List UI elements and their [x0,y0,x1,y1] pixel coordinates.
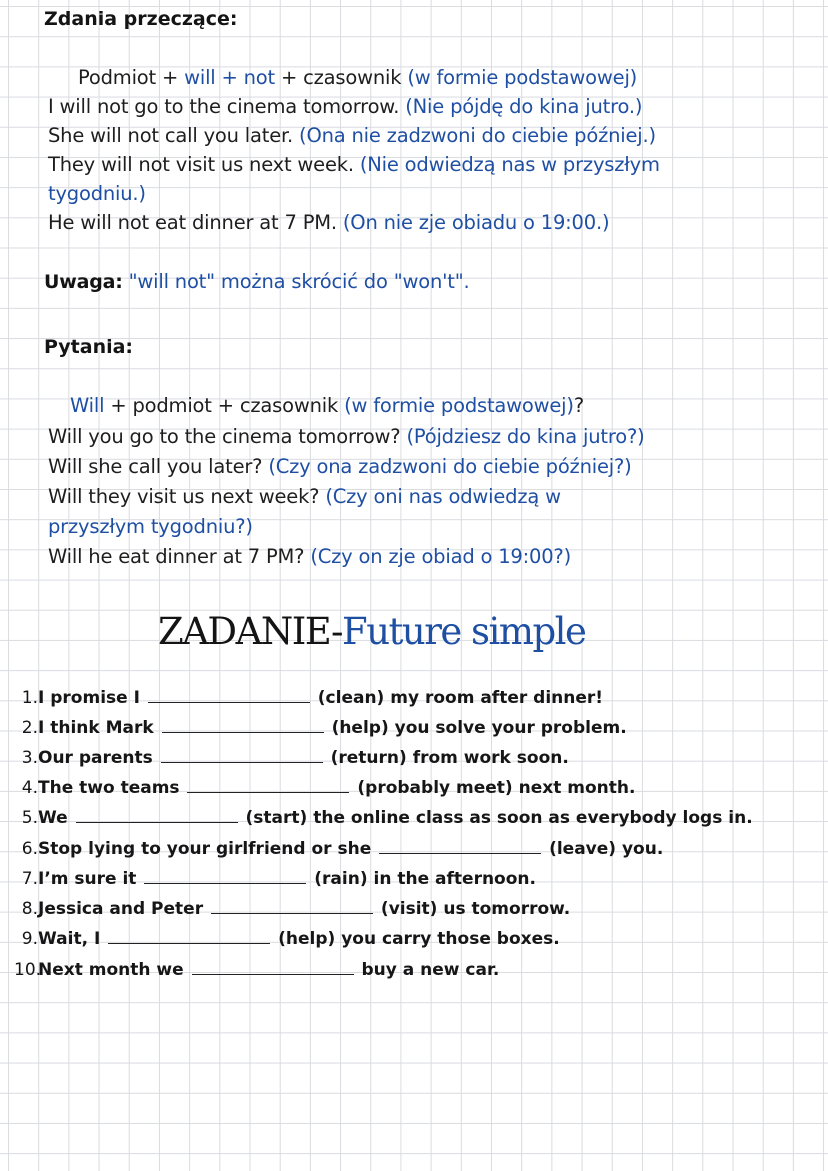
questions-heading: Pytania: [44,336,134,358]
item-number: 7. [21,869,38,889]
exercise-item [14,718,627,738]
negative-example [48,124,656,147]
answer-blank[interactable] [379,839,541,854]
negative-example [48,95,642,118]
item-number: 5. [21,808,38,828]
exercise-item [14,808,753,828]
exercise-item [14,869,536,889]
question-example [48,545,571,568]
item-text-before: Our parents [38,748,153,768]
item-text-after: (help) you solve your problem. [331,718,627,738]
formula-note: (w formie podstawowej) [407,66,638,89]
example-english: Will they visit us next week? [48,485,320,508]
item-text-after: (help) you carry those boxes. [278,929,560,949]
example-polish-continued: tygodniu.) [48,182,146,205]
item-number: 6. [21,839,38,859]
item-text-after: (visit) us tomorrow. [380,899,571,919]
formula-note: (w formie podstawowej) [344,394,574,417]
exercise-item [14,748,569,768]
item-text-before: I’m sure it [38,869,137,889]
item-text-after: buy a new car. [361,960,500,980]
item-number: 2. [21,718,38,738]
question-example [48,485,561,508]
example-english: She will not call you later. [48,124,294,147]
example-english: Will you go to the cinema tomorrow? [48,425,401,448]
answer-blank[interactable] [211,899,373,914]
exercise-item [14,688,603,708]
item-number: 1. [21,688,38,708]
example-english: Will he eat dinner at 7 PM? [48,545,305,568]
example-polish: (Czy on zje obiad o 19:00?) [310,545,571,568]
note-text: "will not" można skrócić do "won't". [128,270,470,293]
exercise-title-topic: Future simple [342,610,586,653]
item-text-before: I think Mark [38,718,154,738]
example-english: They will not visit us next week. [48,153,354,176]
item-number: 4. [21,778,38,798]
item-text-after: (leave) you. [549,839,664,859]
question-example [48,455,632,478]
negatives-heading: Zdania przeczące: [44,8,238,30]
answer-blank[interactable] [108,929,270,944]
exercise-item [14,960,499,980]
answer-blank[interactable] [76,808,238,823]
item-number: 3. [21,748,38,768]
item-text-after: (start) the online class as soon as everybody logs in. [245,808,753,828]
answer-blank[interactable] [144,869,306,884]
item-text-before: The two teams [38,778,180,798]
example-english: I will not go to the cinema tomorrow. [48,95,400,118]
example-english: He will not eat dinner at 7 PM. [48,211,337,234]
example-polish: (Czy oni nas odwiedzą w [325,485,561,508]
formula-will: Will [70,394,105,417]
formula-will-not: will + not [184,66,275,89]
answer-blank[interactable] [192,960,354,975]
item-text-after: (probably meet) next month. [357,778,636,798]
note-label: Uwaga: [44,271,123,293]
exercise-title [158,610,585,653]
example-polish: (Czy ona zadzwoni do ciebie później?) [268,455,632,478]
exercise-item [14,899,570,919]
example-english: Will she call you later? [48,455,263,478]
item-text-before: Wait, I [38,929,101,949]
example-polish: (On nie zje obiadu o 19:00.) [342,211,610,234]
formula-subject: Podmiot + [78,66,179,89]
answer-blank[interactable] [148,688,310,703]
item-number: 10. [14,960,42,980]
example-polish-continued: przyszłym tygodniu?) [48,515,253,538]
answer-blank[interactable] [187,778,349,793]
formula-verb: + czasownik [280,66,402,89]
negatives-formula [78,66,637,89]
formula-question-mark: ? [573,394,584,417]
example-polish: (Pójdziesz do kina jutro?) [406,425,645,448]
formula-rest: + podmiot + czasownik [110,394,339,417]
answer-blank[interactable] [162,718,324,733]
question-example [48,425,645,448]
negative-example [48,211,609,234]
example-polish: (Ona nie zadzwoni do ciebie później.) [299,124,656,147]
item-number: 9. [21,929,38,949]
example-polish: (Nie odwiedzą nas w przyszłym [359,153,660,176]
item-text-before: I promise I [38,688,140,708]
item-text-before: Jessica and Peter [38,899,204,919]
item-text-before: We [38,808,68,828]
item-text-after: (rain) in the afternoon. [314,869,536,889]
exercise-item [14,929,560,949]
questions-formula [70,394,584,417]
answer-blank[interactable] [161,748,323,763]
exercise-title-label: ZADANIE- [158,610,343,653]
negative-example [48,153,660,176]
item-text-after: (return) from work soon. [330,748,569,768]
note [44,270,469,293]
item-text-before: Stop lying to your girlfriend or she [38,839,372,859]
item-text-before: Next month we [38,960,184,980]
item-text-after: (clean) my room after dinner! [317,688,604,708]
exercise-item [14,778,635,798]
exercise-item [14,839,663,859]
item-number: 8. [21,899,38,919]
example-polish: (Nie pójdę do kina jutro.) [405,95,643,118]
